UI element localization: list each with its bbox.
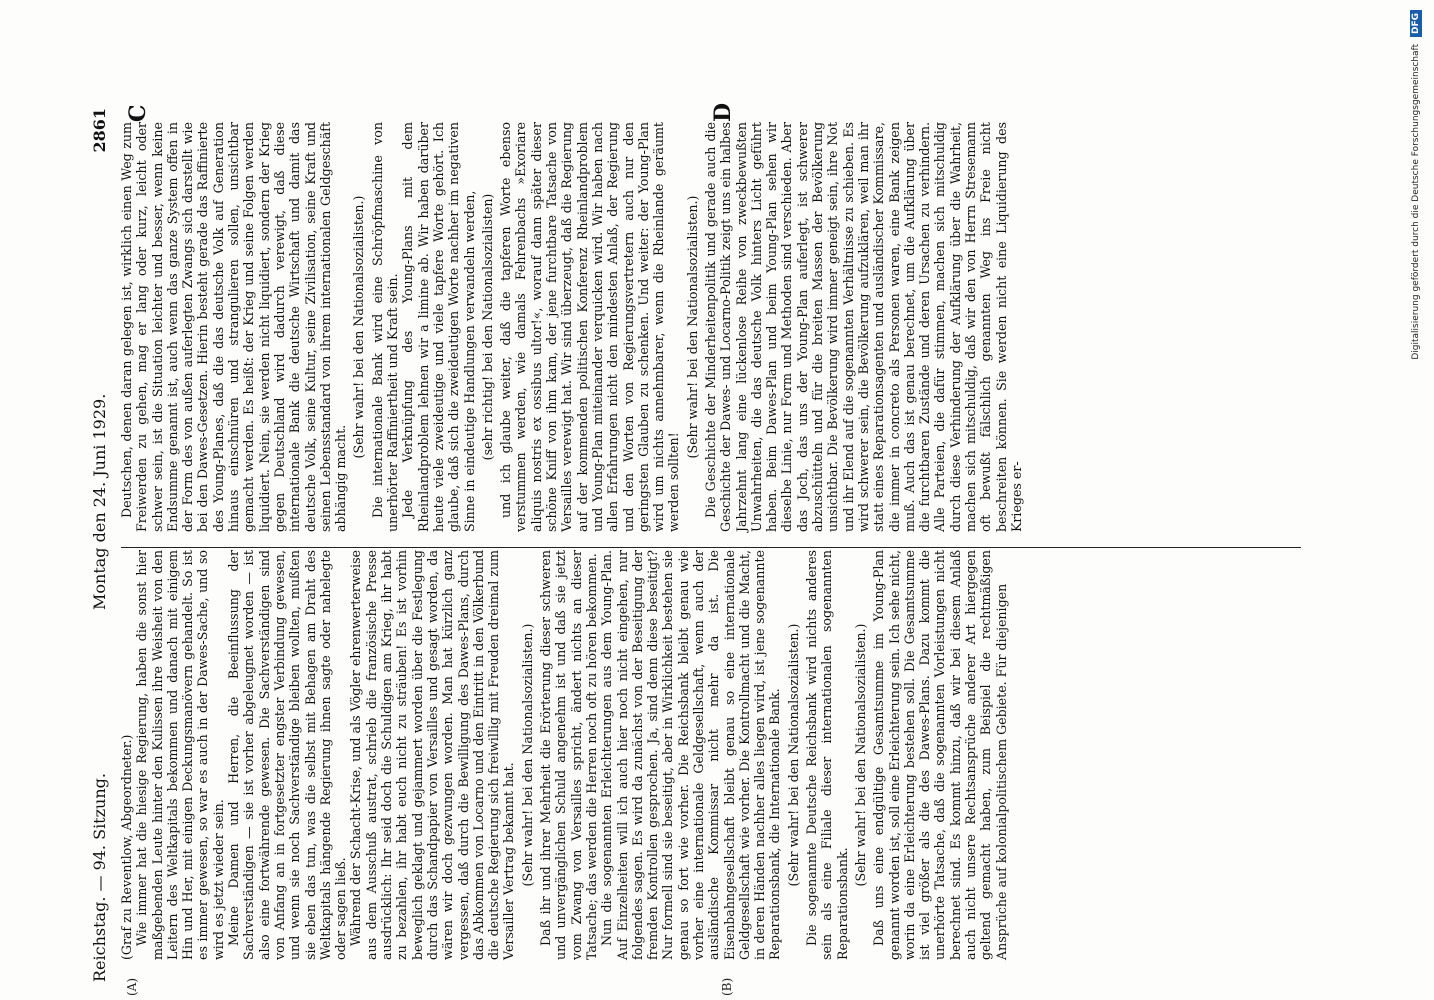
paragraph: Während der Schacht-Krise, und als Vögler ehrenwerterweise aus dem Ausschuß austrat, schrieb die französische Presse ausdrücklich: Ihr seid doch die Schuldigen am Krieg, ihr habt zu bezahlen, ihr habt euch nicht zu sträuben! Es ist vorhin beweglich geklagt und gejammert worden über die Festlegung durch das Schandpapier von Versailles und gesagt worden, da wären wir doch gezwungen worden. Man hat kürzlich ganz vergessen, daß durch die Bewilligung des Dawes-Plans, durch das Abkommen von Locarno und den Eintritt in den Völkerbund die deutsche Regierung sich freiwillig mit Freuden dreimal zum Versailler Vertrag bekannt hat. — [348, 550, 517, 960]
interjection: (Sehr wahr! bei den Nationalsozialisten.) — [519, 623, 535, 887]
paragraph: Die Geschichte der Minderheitenpolitik und gerade auch die Geschichte der Dawes- und Locarno-Politik zeigt uns ein halbes Jahrzehnt lang eine lückenlose Reihe von zweckbewußten Unwahrheiten, die das deutsche Volk hinters Licht geführt haben. Beim Dawes-Plan und beim Young-Plan sehen wir dieselbe Linie, nur Form und Methoden sind verschieden. Aber das Joch, das uns der Young-Plan auferlegt, ist schwerer abzuschütteln und für die breiten Massen der Bevölkerung unsichtbar. Die Bevölkerung wird immer geneigt sein, ihre Not und ihr Elend auf die sogenannten Verhältnisse zu schieben. Es wird schwerer sein, die Bevölkerung aufzuklären, weil man ihr statt eines Reparationsagenten und ausländischer Kommissare, die immer in concreto als Personen waren, eine Bank zeigen muß. Auch das ist genau berechnet, um die Aufklärung über die furchtbaren Zustände und deren Ursachen zu verhindern. Alle Parteien, die dafür stimmen, machen sich mitschuldig durch diese Verhinderung der Aufklärung über die Wahrheit, machen sich mitschuldig, daß wir den von Herrn Stresemann oft bewußt fälschlich genannten Weg ins Freie nicht beschreiten können. Sie werden nicht eine Liquidierung des Krieges er- — [702, 122, 1024, 532]
header-session: Reichstag. — 94. Sitzung. — [89, 773, 109, 982]
paragraph: Meine Damen und Herren, die Beeinflussung der Sachverständigen — sie ist vorher abgeleugnet worden — ist also eine fortwährende gewesen. Die Sachverständigen sind von Anfang an in fortgesetzter engster Verbindung gewesen, und wenn sie noch Sachverständige bleiben wollten, mußten sie eben das tun, was die selbst mit Behagen am Draht des Weltkapitals hängende Regierung ihnen sagte oder nahelegte oder sagen ließ. — [226, 550, 349, 960]
right-column — [119, 122, 1024, 532]
dfg-logo: DFG — [1410, 10, 1422, 37]
paragraph: Daß ihr und ihrer Mehrheit die Erörterung dieser schweren und unvergänglichen Schuld angenehm ist und daß sie jetzt vom Zwang von Versailles spricht, ändert nichts an dieser Tatsache; das werden die Herren noch oft zu hören bekommen. — [538, 550, 599, 960]
paragraph: und ich glaube weiter, daß die tapferen Worte ebenso verstummen werden, wie damals Fehrenbachs »Exoriare aliquis nostris ex ossibus ultor!«, worauf dann später dieser schöne Kniff von ihm kam, der jene furchtbare Tatsache von Versailles verewigt hat. Wir sind überzeugt, daß die Regierung auf der kommenden politischen Konferenz Rheinlandproblem und Young-Plan miteinander verquicken wird. Wir haben nach allen Erfahrungen nicht den mindesten Anlaß, der Regierung und den Worten von Regierungsvertretern auch nur den geringsten Glauben zu schenken. Und weiter: der Young-Plan wird um nichts annehmbarer, wenn die Rheinlande geräumt werden sollten! — [498, 122, 682, 532]
interjection: (Sehr wahr! bei den Nationalsozialisten.) — [351, 195, 367, 459]
left-column — [119, 550, 1009, 960]
margin-mark-c: C — [125, 104, 151, 122]
interjection: (Sehr wahr! bei den Nationalsozialisten.) — [684, 195, 700, 459]
paragraph: Die internationale Bank wird eine Schröpfmaschine von unerhörter Raffiniertheit und Kraft sein. — [369, 122, 401, 532]
interjection: (Sehr wahr! bei den Nationalsozialisten.) — [852, 623, 868, 887]
side-note-text: Digitalisierung gefördert durch die Deutsche Forschungsgemeinschaft — [1411, 43, 1421, 360]
paragraph: Die sogenannte Deutsche Reichsbank wird nichts anderes sein als eine Filiale dieser internationalen sogenannten Reparationsbank. — [804, 550, 850, 960]
interjection: (Sehr wahr! bei den Nationalsozialisten.) — [785, 623, 801, 887]
margin-mark-b: (B) — [720, 977, 734, 996]
page-header — [85, 100, 113, 1000]
page-number: 2861 — [89, 108, 109, 153]
header-date: Montag den 24. Juni 1929. — [89, 393, 109, 610]
paragraph: Deutschen, denen daran gelegen ist, wirklich einen Weg zum Freiwerden zu gehen, mag er lang oder kurz, leicht oder schwer sein, ist die Situation leichter und besser, wenn keine Endsumme genannt ist, auch wenn das ganze System offen in der Form des von außen auferlegten Zwangs sich darstellt wie bei den Dawes-Gesetzen. Hierin besteht gerade das Raffinierte des Young-Planes, daß die das deutsche Volk auf Generation hinaus einschnüren und strangulieren sollen, unsichtbar gemacht werden. Es heißt: der Krieg und seine Folgen werden liquidiert. Nein, sie werden nicht liquidiert, sondern der Krieg gegen Deutschland wird dadurch verewigt, daß diese internationale Bank die deutsche Wirtschaft und damit das deutsche Volk, seine Kultur, seine Zivilisation, seine Kraft und seinen Lebensstandard von ihrem internationalen Geldgeschäft abhängig macht. — [119, 122, 349, 532]
paragraph: Nun die sogenannten Erleichterungen aus dem Young-Plan. Auf Einzelheiten will ich auch hier noch nicht eingehen, nur folgendes sagen. Es wird da zunächst von der Beseitigung der fremden Kontrollen gesprochen. Ja, sind denn diese beseitigt? Nur formell sind sie beseitigt, aber in Wirklichkeit bestehen sie genau so fort wie vorher. Die Reichsbank bleibt genau wie vorher eine internationale Geldgesellschaft, wenn auch der ausländische Kommissar nicht mehr da ist. Die Eisenbahngesellschaft bleibt genau so eine internationale Geldgesellschaft wie vorher. Die Kontrollmacht und die Macht, in deren Händen nachher alles liegen wird, ist jene sogenannte Reparationsbank, die Internationale Bank. — [599, 550, 783, 960]
margin-mark-d: D — [710, 102, 736, 122]
paragraph: Daß uns eine endgültige Gesamtsumme im Young-Plan genannt worden ist, soll eine Erleichterung sein. Ich sehe nicht, worin da eine Erleichterung bestehen soll. Die Gesamtsumme ist viel größer als die des Dawes-Plans. Dazu kommt die unerhörte Tatsache, daß die sogenannten Vorleistungen nicht berechnet sind. Es kommt hinzu, daß wir bei diesem Anlaß auch nicht unsere Rechtsansprüche anderer Art hiergegen geltend gemacht haben, zum Beispiel die rechtmäßigen Ansprüche auf kolonialpolitischem Gebiete. Für diejenigen — [871, 550, 1009, 960]
column-divider — [121, 547, 1301, 548]
margin-mark-a: (A) — [125, 977, 139, 996]
interjection: (sehr richtig! bei den Nationalsozialisten) — [479, 193, 495, 461]
speaker-line: (Graf zu Reventlow, Abgeordneter.) — [119, 734, 134, 960]
paragraph: Wie immer hat die hiesige Regierung, haben die sonst hier maßgebenden Leute hinter den Kulissen ihre Weisheit von den Leitern des Weltkapitals bekommen und danach mit einigem Hin und Her, mit einigen Deckungsmanövern gehandelt. So ist es immer gewesen, so war es auch in der Dawes-Sache, und so wird es jetzt wieder sein. — [134, 550, 226, 960]
side-note — [1405, 0, 1427, 1000]
rotated-page-content — [85, 100, 1325, 1000]
paragraph: Jede Verknüpfung des Young-Plans mit dem Rheinlandproblem lehnen wir a limine ab. Wir haben darüber heute viele zweideutige und viele tapfere Worte gehört. Ich glaube, daß sich die zweideutigen Worte nachher im negativen Sinne in eindeutige Handlungen verwandeln werden, — [400, 122, 477, 532]
